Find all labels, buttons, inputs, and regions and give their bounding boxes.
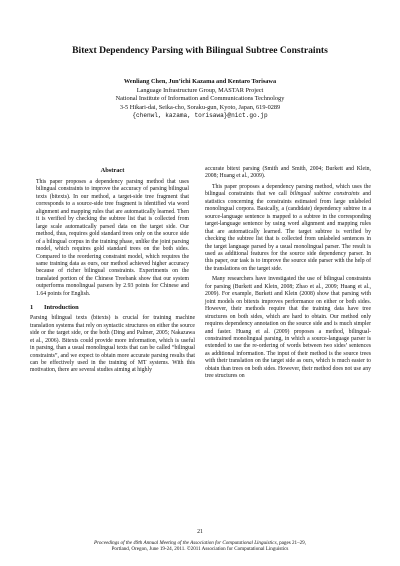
page-number: 21 [197,529,203,535]
section-title: Introduction [44,304,79,312]
intro-paragraph-1-continued: accurate bitext parsing (Smith and Smith, 2004; Burkett and Klein, 2008; Huang et al., 2009). [205,166,371,180]
intro-paragraph-1: Parsing bilingual texts (bitexts) is crucial for training machine translation systems that rely on syntactic structures on either the source side or the target side, or the both (Ding and Palmer, 2005; Nakazawa et al., 2006). Bitexts could provide more information, which is useful in parsing, than a usual monolingual texts that can be called “bilingual constraints”, and we expect to obtain more accurate parsing results that can be effectively used in the training of MT systems. With this motivation, there are several studies aiming at highly [30,315,195,374]
abstract-heading: Abstract [100,167,125,174]
paper-title: Bitext Dependency Parsing with Bilingual Subtree Constraints [72,45,328,56]
introduction-heading [30,303,195,312]
para-2-emphasis: bilingual subtree constraints [290,191,360,198]
author-names: Wenliang Chen, Jun’ichi Kazama and Kentaro Torisawa [123,78,277,85]
author-block [40,78,360,121]
abstract-text: This paper proposes a dependency parsing method that uses bilingual constraints to improve the accuracy of parsing bilingual texts (bitexts). In our method, a target-side tree fragment that corresponds to a source-side tree fragment is identified via word alignment and mapping rules that are automatically learned. Then it is verified by checking the subtree list that is collected from large scale automatically parsed data on the target side. Our method, thus, requires gold standard trees only on the source side of a bilingual corpus in the training phase, unlike the joint parsing model, which requires gold standard trees on the both sides. Compared to the reordering constraint model, which requires the same training data as ours, our method achieved higher accuracy because of richer bilingual constraints. Experiments on the translated portion of the Chinese Treebank show that our system outperforms monolingual parsers by 2.93 points for Chinese and 1.64 points for English. [36,179,189,297]
right-column [205,166,371,381]
left-column [30,166,195,375]
footer-line-2: Portland, Oregon, June 19-24, 2011. ©2011 Association for Computational Linguistics [111,546,289,553]
footer-pages: , pages 21–29, [276,540,306,546]
footer-venue: Proceedings of the 49th Annual Meeting of the Association for Computational Linguistics [93,540,277,546]
intro-paragraph-3: Many researchers have investigated the use of bilingual constraints for parsing (Burkett and Klein, 2008; Zhao et al., 2009; Huang et al., 2009). For example, Burkett and Klein (2008) show that parsing with joint models on bitexts improves performance on either or both sides. However, their methods require that the training data have tree structures on both sides, which are hard to obtain. Our method only requires dependency annotation on the source side and is much simpler and faster. Huang et al. (2009) proposes a method, bilingual-constrained monolingual parsing, in which a source-language parser is extended to use the re-ordering of words between two sides’ sentences as additional information. The input of their method is the source trees with their translation on the target side as ours, which is much easier to obtain than trees on both sides. However, their method does not use any tree structures on [205,276,371,380]
para-2-pre: This paper proposes a dependency parsing method, which uses the bilingual constraints that we call [205,183,371,198]
intro-paragraph-2 [205,184,371,273]
affiliation-group: Language Infrastructure Group, MASTAR Project [136,86,264,94]
affiliation-institute: National Institute of Information and Communications Technology [115,95,285,103]
page-footer [0,540,400,553]
para-2-post: and statistics concerning the constraints estimated from large unlabeled monolingual corpora. Basically, a (candidate) dependency subtree in a source-language sentence is mapped to a subtree in the corresponding target-language sentence by using word alignment and mapping rules that are automatically learned. The target subtree is verified by checking the subtree list that is collected from unlabeled sentences in the target language parsed by a usual monolingual parser. The result is used as additional features for the source side dependency parser. In this paper, our task is to improve the source side parser with the help of the translations on the target side. [205,191,371,272]
affiliation-address: 3-5 Hikari-dai, Seika-cho, Soraku-gun, Kyoto, Japan, 619-0289 [119,103,281,111]
abstract-section [30,166,195,298]
author-email: {chenwl, kazama, torisawa}@nict.go.jp [132,112,268,120]
section-number: 1 [30,304,34,312]
